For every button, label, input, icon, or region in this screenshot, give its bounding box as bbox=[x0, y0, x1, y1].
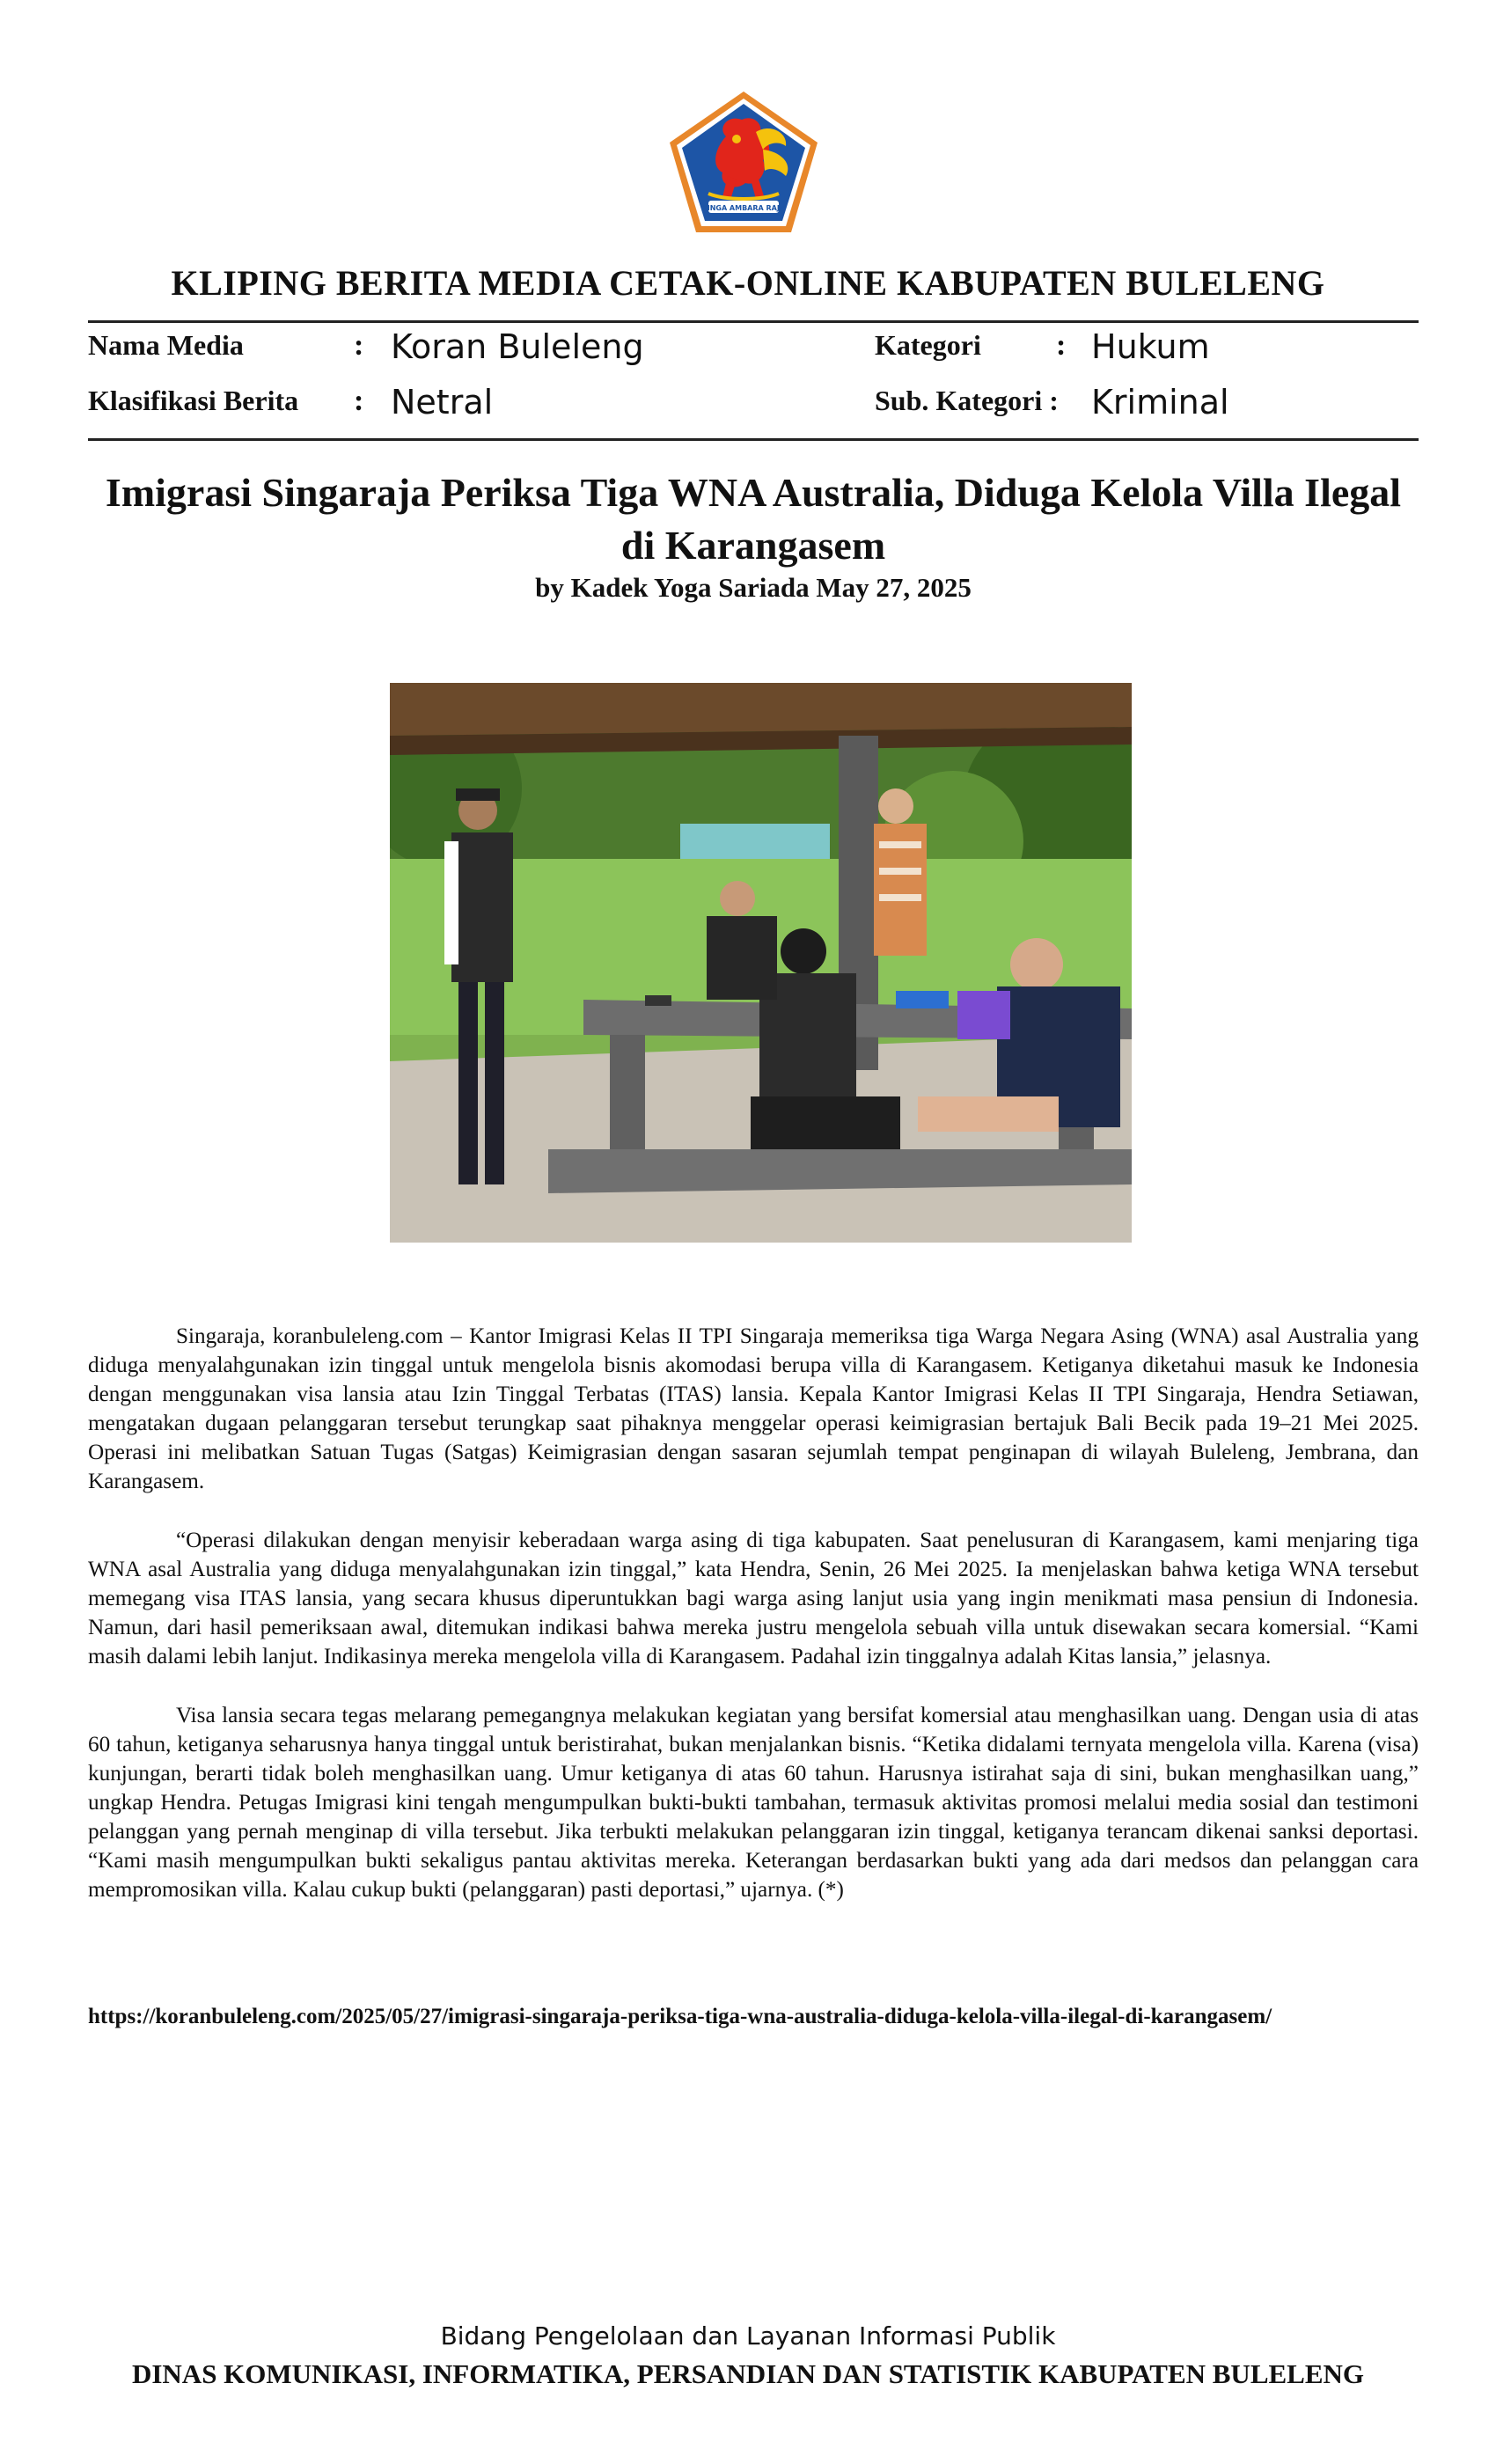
category-label: Kategori bbox=[875, 329, 981, 361]
category-colon bbox=[1056, 329, 1066, 363]
colon: : bbox=[354, 329, 364, 362]
subcategory-label-row bbox=[875, 385, 1059, 418]
classification-label: Klasifikasi Berita bbox=[88, 385, 299, 416]
classification-colon bbox=[354, 385, 363, 418]
article-paragraph-1: Singaraja, koranbuleleng.com – Kantor Imigrasi Kelas II TPI Singaraja memeriksa tiga Warga Negara Asing (WNA) asal Australia yang diduga menyalahgunakan izin tinggal untuk mengelola bisnis akomodasi berupa villa di Karangasem. Ketiganya diketahui masuk ke Indonesia dengan menggunakan visa lansia atau Izin Tinggal Terbatas (ITAS) lansia. Kepala Kantor Imigrasi Kelas II TPI Singaraja, Hendra Setiawan, mengatakan dugaan pelanggaran tersebut terungkap saat pihaknya menggelar operasi keimigrasian bertajuk Bali Becik pada 19–21 Mei 2025. Operasi ini melibatkan Satuan Tugas (Satgas) Keimigrasian dengan sasaran sejumlah tempat penginapan di wilayah Buleleng, Jembrana, dan Karangasem. bbox=[88, 1324, 1419, 1493]
buleleng-regency-emblem bbox=[664, 88, 823, 238]
media-name-value bbox=[391, 327, 644, 366]
article-title: Imigrasi Singaraja Periksa Tiga WNA Australia, Diduga Kelola Villa Ilegal di Karangasem bbox=[105, 470, 1402, 568]
footer-agency: DINAS KOMUNIKASI, INFORMATIKA, PERSANDIAN DAN STATISTIK KABUPATEN BULELENG bbox=[131, 2358, 1365, 2389]
category-label-row bbox=[875, 329, 981, 363]
category-text: Hukum bbox=[1091, 327, 1210, 366]
document-header-title: KLIPING BERITA MEDIA CETAK-ONLINE KABUPATEN BULELENG bbox=[171, 263, 1325, 303]
subcategory-label: Sub. Kategori : bbox=[875, 385, 1059, 416]
svg-text:SINGA AMBARA RAJA: SINGA AMBARA RAJA bbox=[701, 204, 786, 212]
classification-label-row bbox=[88, 385, 298, 418]
subcategory-value bbox=[1091, 383, 1229, 422]
source-url-link[interactable]: https://koranbuleleng.com/2025/05/27/imigrasi-singaraja-periksa-tiga-wna-australia-diduga-kelola-villa-ilegal-di-karangasem/ bbox=[88, 2005, 1272, 2028]
category-value bbox=[1091, 327, 1210, 366]
media-name-label: Nama Media bbox=[88, 329, 244, 361]
header-divider-bottom bbox=[88, 438, 1419, 441]
article-body bbox=[88, 1322, 1419, 1934]
article-byline: by Kadek Yoga Sariada May 27, 2025 bbox=[535, 572, 972, 603]
colon: : bbox=[354, 385, 364, 417]
footer-division: Bidang Pengelolaan dan Layanan Informasi Publik bbox=[440, 2321, 1056, 2350]
classification-text: Netral bbox=[391, 383, 494, 422]
colon: : bbox=[1056, 329, 1067, 362]
header-divider-top bbox=[88, 320, 1419, 323]
article-photo bbox=[390, 683, 1132, 1243]
classification-value bbox=[391, 383, 493, 422]
article-paragraph-2: “Operasi dilakukan dengan menyisir keberadaan warga asing di tiga kabupaten. Saat penelusuran di Karangasem, kami menjaring tiga WNA asal Australia yang diduga menyalahgunakan izin tinggal,” kata Hendra, Senin, 26 Mei 2025. Ia menjelaskan bahwa ketiga WNA tersebut memegang visa ITAS lansia, yang secara khusus diperuntukkan bagi warga asing lanjut usia yang ingin menikmati masa pensiun di Indonesia. Namun, dari hasil pemeriksaan awal, ditemukan indikasi bahwa mereka justru mengelola sebuah villa untuk disewakan secara komersial. “Kami masih dalami lebih lanjut. Indikasinya mereka mengelola villa di Karangasem. Padahal izin tinggalnya adalah Kitas lansia,” jelasnya. bbox=[88, 1529, 1419, 1668]
media-name-label-row bbox=[88, 329, 244, 363]
media-name-colon bbox=[354, 329, 363, 363]
subcategory-text: Kriminal bbox=[1091, 383, 1229, 422]
media-name-text: Koran Buleleng bbox=[391, 327, 644, 366]
article-paragraph-3: Visa lansia secara tegas melarang pemegangnya melakukan kegiatan yang bersifat komersial atau menghasilkan uang. Dengan usia di atas 60 tahun, ketiganya seharusnya hanya tinggal untuk beristirahat, bukan menjalankan bisnis. “Ketika didalami ternyata mengelola villa. Karena (visa) kunjungan, berarti tidak boleh menghasilkan uang. Umur ketiganya di atas 60 tahun. Harusnya istirahat saja di sini, bukan menghasilkan uang,” ungkap Hendra. Petugas Imigrasi kini tengah mengumpulkan bukti-bukti tambahan, termasuk aktivitas promosi melalui media sosial dan testimoni pelanggan yang pernah menginap di villa tersebut. Jika terbukti melakukan pelanggaran izin tinggal, ketiganya terancam dikenai sanksi deportasi. “Kami masih mengumpulkan bukti sekaligus pantau aktivitas mereka. Keterangan berdasarkan bukti yang ada dari medsos dan pelanggan cara mempromosikan villa. Kalau cukup bukti (pelanggaran) pasti deportasi,” ujarnya. (*) bbox=[88, 1704, 1419, 1902]
